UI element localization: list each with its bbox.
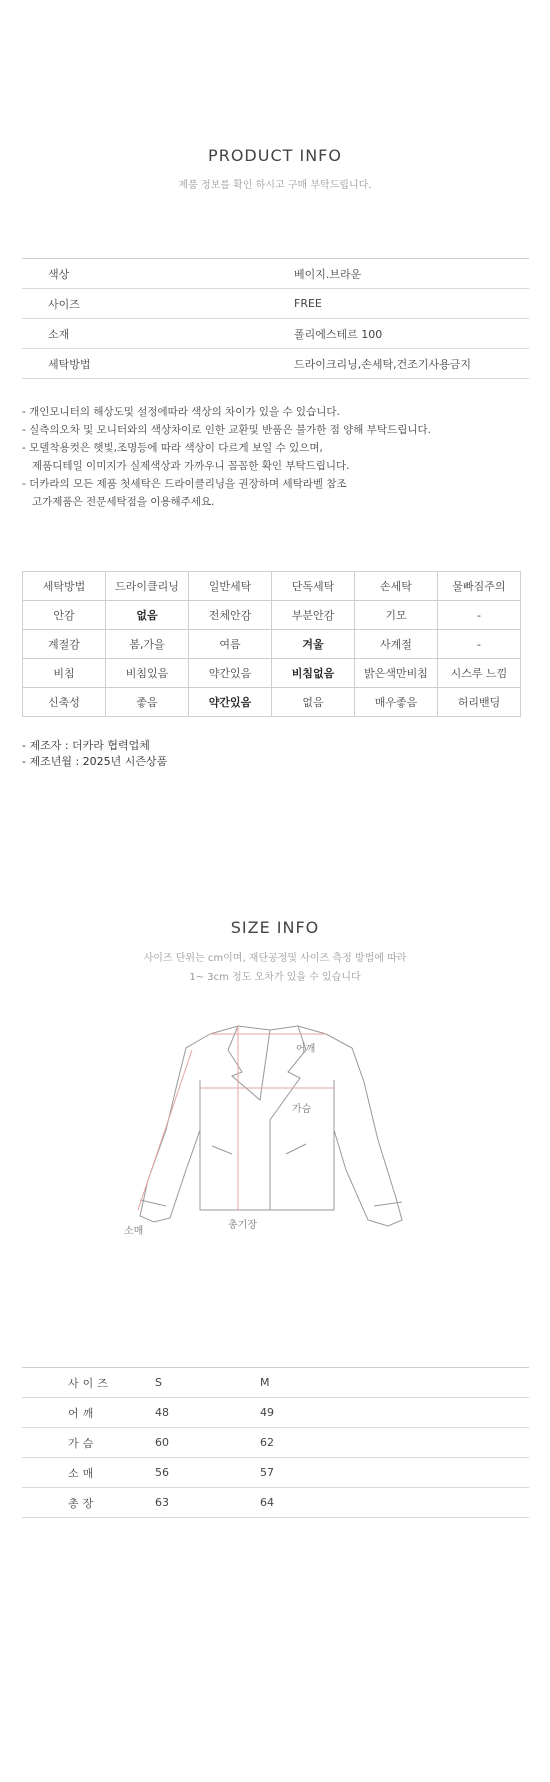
size-measure-label: 총장	[68, 1496, 98, 1510]
length-label: 총기장	[228, 1220, 257, 1231]
care-cell: 일반세탁	[189, 572, 272, 601]
care-cell-selected: 겨울	[272, 630, 355, 659]
size-table	[22, 1367, 529, 1518]
jacket-outline	[140, 1026, 402, 1226]
care-cell: 신축성	[23, 688, 106, 717]
care-cell: 봄,가을	[106, 630, 189, 659]
row-value: 베이지.브라운	[294, 267, 362, 281]
notice-list	[22, 403, 532, 511]
care-header-row	[23, 572, 521, 601]
size-value: 56	[155, 1466, 169, 1479]
care-cell: 계절감	[23, 630, 106, 659]
care-cell-selected: 없음	[106, 601, 189, 630]
size-value: 64	[260, 1496, 274, 1509]
shoulder-label: 어깨	[296, 1044, 316, 1055]
size-info-subtitle-line1: 사이즈 단위는 cm이며, 재단공정및 사이즈 측정 방법에 따라	[143, 953, 407, 964]
row-value: 폴리에스테르 100	[294, 327, 383, 341]
notice-line: - 더카라의 모든 제품 첫세탁은 드라이클리닝을 권장하며 세탁라벨 참조	[22, 478, 347, 490]
table-row	[22, 319, 529, 349]
care-cell: 약간있음	[189, 659, 272, 688]
size-value: 63	[155, 1496, 169, 1509]
size-measure-label: 소매	[68, 1466, 98, 1480]
care-cell: 좋음	[106, 688, 189, 717]
size-measure-label: 어깨	[68, 1406, 98, 1420]
care-cell: 비침있음	[106, 659, 189, 688]
maker-info	[22, 738, 167, 770]
care-cell: 기모	[355, 601, 438, 630]
care-cell: 드라이클리닝	[106, 572, 189, 601]
table-row	[22, 1428, 529, 1458]
size-col-header: M	[260, 1376, 270, 1389]
table-row	[22, 1488, 529, 1518]
care-row	[23, 630, 521, 659]
size-value: 62	[260, 1436, 274, 1449]
size-value: 57	[260, 1466, 274, 1479]
care-cell: 허리밴딩	[438, 688, 521, 717]
row-label: 색상	[48, 267, 70, 281]
size-info-title: SIZE INFO	[230, 918, 320, 937]
care-cell: 시스루 느낌	[438, 659, 521, 688]
row-value: 드라이크리닝,손세탁,건조기사용금지	[294, 357, 472, 371]
manufacturer-text: - 제조자 : 더카라 협력업체	[22, 739, 150, 752]
notice-line: - 모델착용컷은 햇빛,조명등에 따라 색상이 다르게 보일 수 있으며,	[22, 442, 323, 454]
notice-line: 고가제품은 전문세탁점을 이용해주세요.	[32, 496, 215, 508]
table-row	[22, 289, 529, 319]
table-row	[22, 1458, 529, 1488]
care-cell: 손세탁	[355, 572, 438, 601]
size-col-header: 사이즈	[68, 1376, 112, 1390]
size-info-subtitle-line2: 1~ 3cm 정도 오차가 있을 수 있습니다	[189, 972, 361, 983]
row-label: 세탁방법	[48, 357, 91, 371]
product-info-subtitle: 제품 정보를 확인 하시고 구매 부탁드립니다.	[178, 180, 372, 191]
care-row	[23, 688, 521, 717]
care-cell-selected: 비침없음	[272, 659, 355, 688]
care-cell: 전체안감	[189, 601, 272, 630]
care-cell: 매우좋음	[355, 688, 438, 717]
notice-line: - 개인모니터의 해상도및 설정에따라 색상의 차이가 있을 수 있습니다.	[22, 406, 340, 418]
care-row	[23, 601, 521, 630]
care-cell: 부분안감	[272, 601, 355, 630]
size-col-header: S	[155, 1376, 162, 1389]
size-value: 49	[260, 1406, 274, 1419]
care-cell: 사계절	[355, 630, 438, 659]
notice-line: - 실측의오차 및 모니터와의 색상차이로 인한 교환및 반품은 불가한 점 양해 부탁드립니다.	[22, 424, 431, 436]
size-measure-label: 가슴	[68, 1436, 98, 1450]
row-label: 소재	[48, 327, 70, 341]
size-value: 48	[155, 1406, 169, 1419]
jacket-measurement-diagram	[120, 1020, 420, 1240]
notice-line: 제품디테일 이미지가 실제색상과 가까우니 꼼꼼한 확인 부탁드립니다.	[32, 460, 350, 472]
care-cell: -	[438, 630, 521, 659]
size-table-header	[22, 1368, 529, 1398]
manufacture-date-text: - 제조년월 : 2025년 시즌상품	[22, 755, 168, 768]
row-value: FREE	[294, 297, 322, 310]
care-cell: 없음	[272, 688, 355, 717]
care-table	[22, 571, 521, 717]
care-cell: 안감	[23, 601, 106, 630]
chest-label: 가슴	[292, 1104, 312, 1115]
care-cell: 단독세탁	[272, 572, 355, 601]
table-row	[22, 1398, 529, 1428]
care-cell: 여름	[189, 630, 272, 659]
product-info-title: PRODUCT INFO	[208, 146, 342, 165]
care-row	[23, 659, 521, 688]
product-info-table	[22, 258, 529, 379]
care-cell: 밝은색만비침	[355, 659, 438, 688]
table-row	[22, 259, 529, 289]
table-row	[22, 349, 529, 379]
care-cell: -	[438, 601, 521, 630]
size-value: 60	[155, 1436, 169, 1449]
row-label: 사이즈	[48, 297, 80, 311]
care-cell: 물빠짐주의	[438, 572, 521, 601]
care-cell-selected: 약간있음	[189, 688, 272, 717]
sleeve-label: 소매	[124, 1226, 144, 1237]
care-cell: 비침	[23, 659, 106, 688]
care-cell: 세탁방법	[23, 572, 106, 601]
